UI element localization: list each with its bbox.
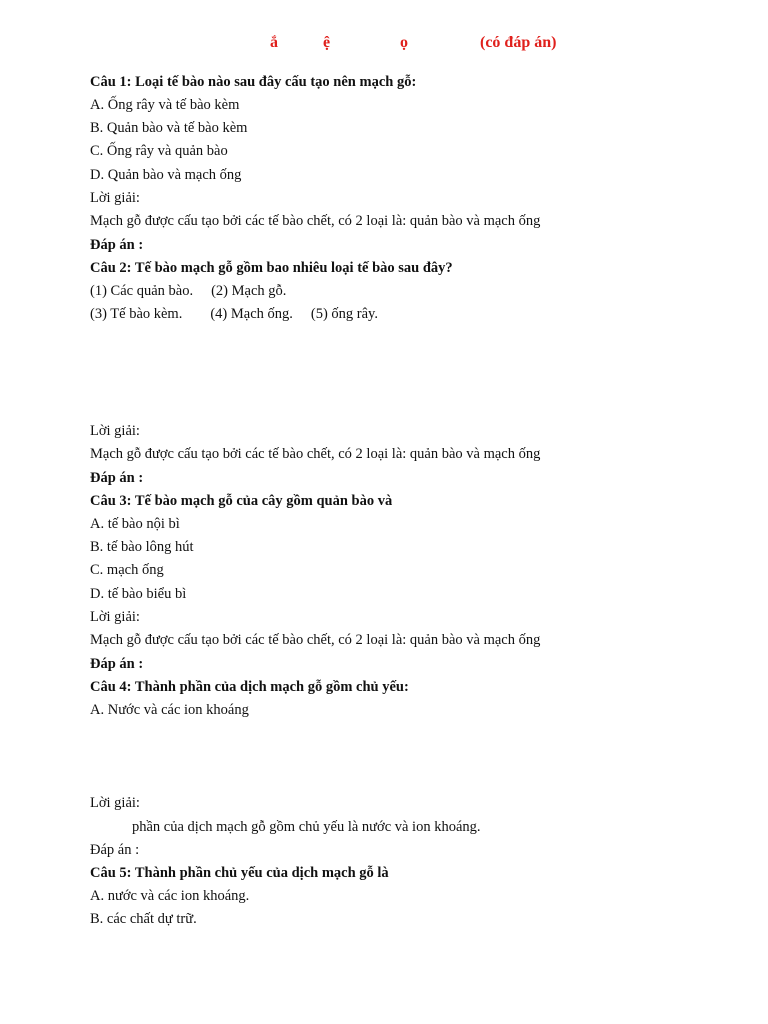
q1-solution-text: Mạch gỗ được cấu tạo bởi các tế bào chết, có 2 loại là: quản bào và mạch ống bbox=[90, 213, 541, 229]
q3-option-a: A. tế bào nội bì bbox=[90, 516, 180, 532]
q3-solution-text: Mạch gỗ được cấu tạo bởi các tế bào chết, có 2 loại là: quản bào và mạch ống bbox=[90, 632, 541, 648]
q5-option-b: B. các chất dự trữ. bbox=[90, 911, 197, 927]
question-3: Câu 3: Tế bào mạch gỗ của cây gồm quản bào và bbox=[90, 493, 393, 509]
q2-item-4: (4) Mạch ống. bbox=[210, 306, 293, 322]
q5-option-a: A. nước và các ion khoáng. bbox=[90, 888, 250, 904]
q2-solution-text: Mạch gỗ được cấu tạo bởi các tế bào chết, có 2 loại là: quản bào và mạch ống bbox=[90, 446, 541, 462]
title-fragment-1: ắ bbox=[270, 34, 278, 51]
q3-option-c: C. mạch ống bbox=[90, 562, 164, 578]
title-fragment-3: ọ bbox=[400, 34, 408, 51]
question-4: Câu 4: Thành phần của dịch mạch gỗ gồm chủ yếu: bbox=[90, 679, 409, 695]
q2-answer-label: Đáp án : bbox=[90, 470, 144, 486]
question-5: Câu 5: Thành phần chủ yếu của dịch mạch gỗ là bbox=[90, 865, 389, 881]
document-title bbox=[0, 34, 768, 58]
q4-solution-label: Lời giải: bbox=[90, 795, 140, 811]
q2-item-1: (1) Các quản bào. bbox=[90, 283, 194, 299]
question-2: Câu 2: Tế bào mạch gỗ gồm bao nhiêu loại tế bào sau đây? bbox=[90, 260, 453, 276]
q1-option-c: C. Ống rây và quản bào bbox=[90, 143, 228, 159]
q1-option-a: A. Ống rây và tế bào kèm bbox=[90, 97, 240, 113]
q3-option-d: D. tế bào biểu bì bbox=[90, 586, 187, 602]
q3-answer-label: Đáp án : bbox=[90, 656, 144, 672]
q1-answer-label: Đáp án : bbox=[90, 237, 144, 253]
q4-answer-label: Đáp án : bbox=[90, 842, 140, 858]
question-1: Câu 1: Loại tế bào nào sau đây cấu tạo nên mạch gỗ: bbox=[90, 74, 417, 90]
q3-solution-label: Lời giải: bbox=[90, 609, 140, 625]
q2-item-2: (2) Mạch gỗ. bbox=[211, 283, 287, 299]
q1-option-b: B. Quản bào và tế bào kèm bbox=[90, 120, 248, 136]
q3-option-b: B. tế bào lông hút bbox=[90, 539, 194, 555]
q2-solution-label: Lời giải: bbox=[90, 423, 140, 439]
title-fragment-2: ệ bbox=[323, 34, 331, 51]
q2-items-row-2 bbox=[90, 304, 378, 324]
title-fragment-4: (có đáp án) bbox=[480, 34, 557, 51]
q2-item-3: (3) Tế bào kèm. bbox=[90, 306, 183, 322]
q2-item-5: (5) ống rây. bbox=[310, 306, 378, 322]
q1-option-d: D. Quản bào và mạch ống bbox=[90, 167, 242, 183]
q2-items-row-1 bbox=[90, 281, 286, 301]
q1-solution-label: Lời giải: bbox=[90, 190, 140, 206]
q4-solution-text: phần của dịch mạch gỗ gồm chủ yếu là nước và ion khoáng. bbox=[132, 819, 481, 835]
q4-option-a: A. Nước và các ion khoáng bbox=[90, 702, 249, 718]
